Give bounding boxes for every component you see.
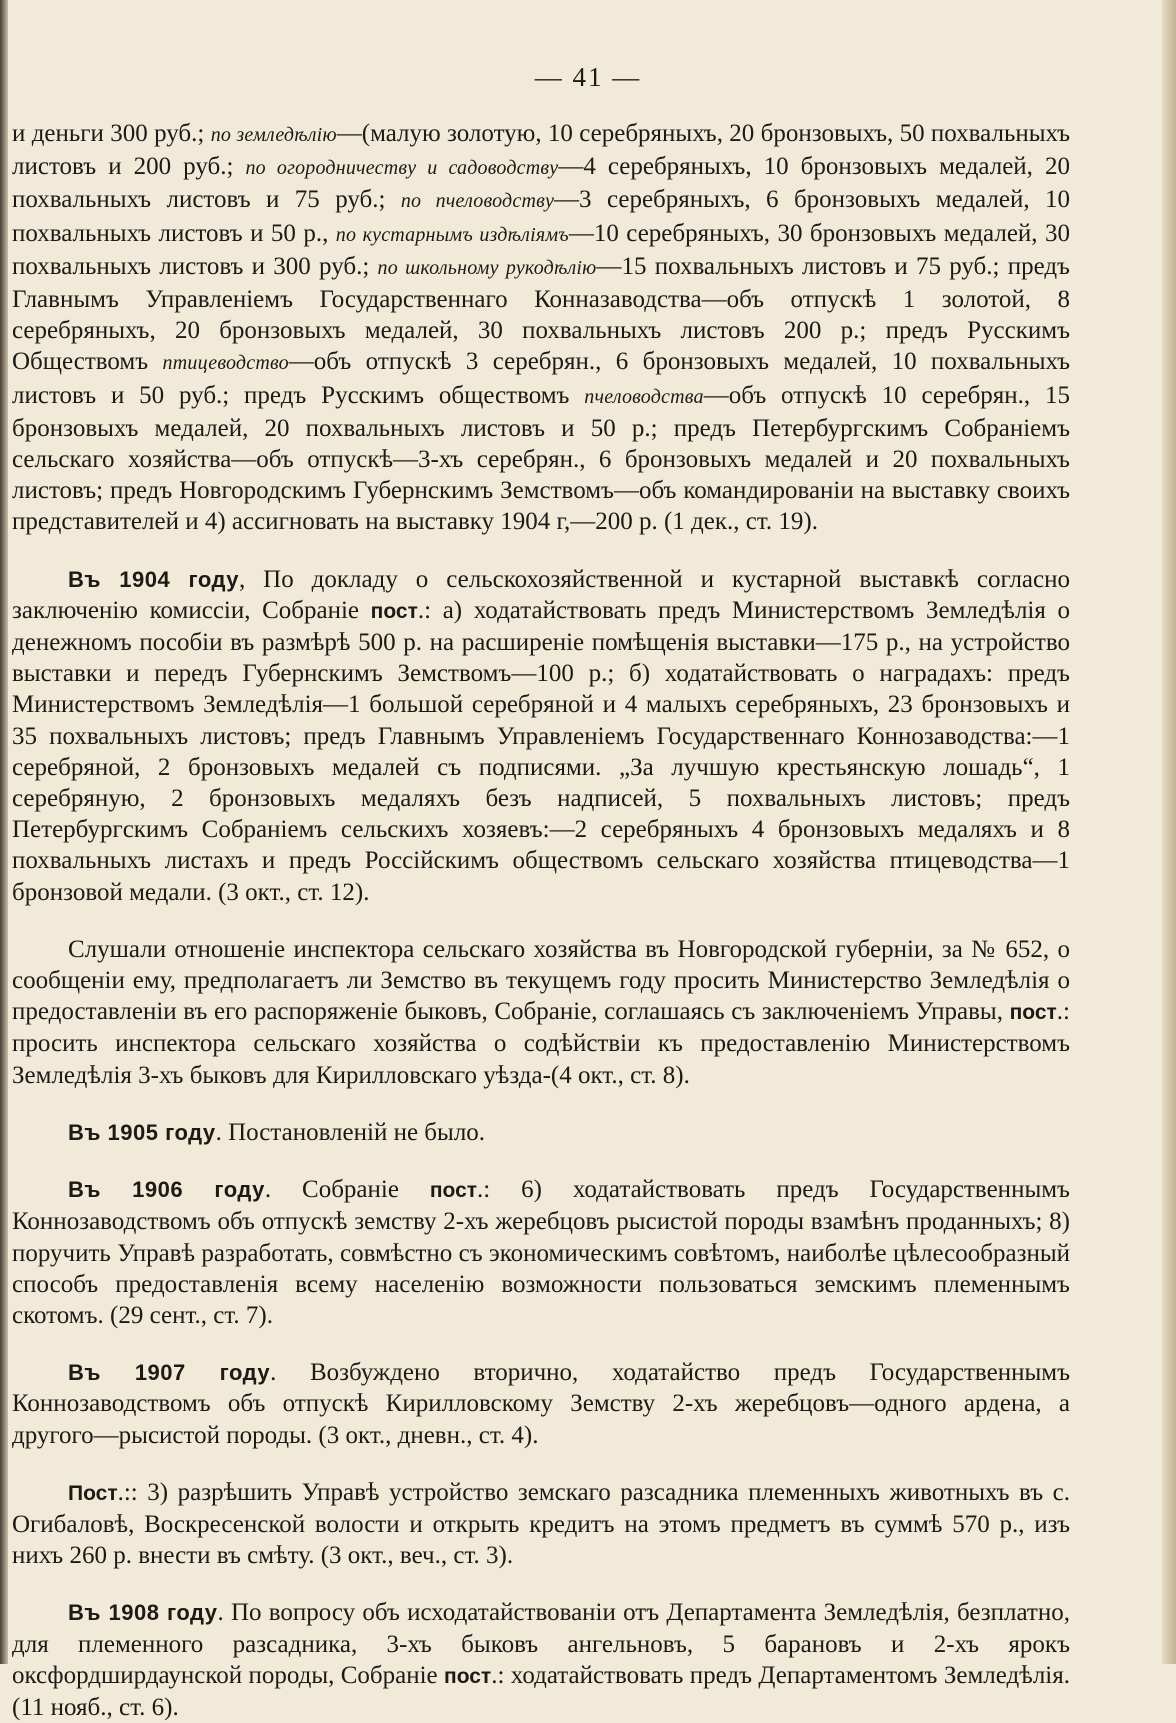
text-segment: —15 похвальныхъ листовъ и 75 руб.; предъ Главнымъ Управленіемъ Государственнаго Конназаводства—объ отпускѣ 1 золотой, 8 серебряныхъ, 20 бронзовыхъ медалей, 30 похвальныхъ листовъ 200 р.; предъ Русскимъ Обществомъ xyxy=(12,252,1070,376)
italic-segment: по кустарнымъ издѣліямъ xyxy=(335,223,569,246)
year-heading: Въ 1904 году xyxy=(68,566,239,592)
text-segment: . Возбуждено вторично, ходатайство предъ Государственнымъ Коннозаводствомъ объ отпускѣ Кирилловскому Земству 2-хъ жеребцовъ—одного ардена, а другого—рысистой породы. (3 окт., дневн., ст. 4). xyxy=(12,1359,1070,1449)
text-segment: —(малую золотую, 10 серебряныхъ, 20 бронзовыхъ, 50 похвальныхъ листовъ и 200 руб.; xyxy=(12,120,1070,181)
paragraph-continuation xyxy=(12,118,1070,538)
text-segment: , По докладу о сельскохозяйственной и кустарной выставкѣ согласно заключенію комиссіи, Собраніе xyxy=(12,565,1070,624)
document-body xyxy=(12,118,1070,1723)
resolution-keyword: Пост xyxy=(68,1481,118,1505)
text-segment: .: 6) ходатайствовать предъ Государственнымъ Коннозаводствомъ объ отпускѣ земству 2-хъ жеребцовъ рысистой породы взамѣнъ проданныхъ; 8) поручить Управѣ разработать, совмѣстно съ экономическимъ совѣтомъ, наиболѣе цѣлесообразный способъ предоставленія всему населенію возможности пользоваться земскимъ племеннымъ скотомъ. (29 сент., ст. 7). xyxy=(12,1176,1070,1329)
text-segment: —объ отпускѣ 3 серебрян., 6 бронзовыхъ медалей, 10 похвальныхъ листовъ и 50 руб.; предъ Русскимъ обществомъ xyxy=(12,348,1071,409)
italic-segment: птицеводство xyxy=(162,352,289,375)
italic-segment: по пчеловодству xyxy=(400,190,555,213)
year-heading: Въ 1905 году xyxy=(68,1119,216,1145)
paragraph-year-1904 xyxy=(12,564,1070,908)
text-segment: . Постановленій не было. xyxy=(215,1118,486,1146)
year-heading: Въ 1906 году xyxy=(68,1177,265,1203)
text-segment: —объ отпускѣ 10 серебрян., 15 бронзовыхъ медалей, 20 похвальныхъ листовъ и 50 р.; предъ Петербургскимъ Собраніемъ сельскаго хозяйства—объ отпускѣ—3-хъ серебрян., 6 бронзовыхъ медалей и 20 похвальныхъ листовъ; предъ Новгородскимъ Губернскимъ Земствомъ—объ командированіи на выставку своихъ представителей и 4) ассигновать на выставку 1904 г,—200 р. (1 дек., ст. 19). xyxy=(12,381,1070,536)
text-segment: —3 серебряныхъ, 6 бронзовыхъ медалей, 10 похвальныхъ листовъ и 50 р., xyxy=(12,186,1070,247)
text-segment: и деньги 300 руб.; xyxy=(12,120,211,147)
italic-segment: по огородничеству и садоводству xyxy=(245,157,559,180)
text-segment: —4 серебряныхъ, 10 бронзовыхъ медалей, 20 похвальныхъ листовъ и 75 руб.; xyxy=(12,153,1070,214)
paragraph-year-1906 xyxy=(12,1174,1070,1331)
paragraph-post-1907 xyxy=(12,1477,1070,1572)
page-number: — 41 — xyxy=(534,62,642,92)
text-segment: Слушали отношеніе инспектора сельскаго хозяйства въ Новгородской губерніи, за № 652, о сообщеніи ему, предполагаетъ ли Земство въ текущемъ году просить Министерство Земледѣлія о предоставленіи въ его распоряженіе быковъ, Собраніе, соглашаясь съ заключеніемъ Управы, xyxy=(12,935,1070,1026)
year-heading: Въ 1907 году xyxy=(68,1360,271,1386)
text-segment: .: ходатайствовать предъ Департаментомъ Земледѣлія. (11 нояб., ст. 6). xyxy=(12,1661,1070,1721)
page-edge-left xyxy=(0,0,8,1664)
paragraph-year-1907 xyxy=(12,1357,1070,1451)
paragraph-inspector xyxy=(12,934,1070,1091)
italic-segment: по школьному рукодѣлію xyxy=(377,256,597,279)
year-heading: Въ 1908 году xyxy=(68,1600,218,1626)
paragraph-year-1905 xyxy=(12,1117,1070,1148)
italic-segment: пчеловодства xyxy=(584,385,704,408)
resolution-keyword: пост xyxy=(1009,1001,1057,1025)
text-segment: . По вопросу объ исходатайствованіи отъ Департамента Земледѣлія, безплатно, для племенного разсадника, 3-хъ быковъ ангельновъ, 5 барановъ и 2-хъ ярокъ оксфордширдаунской породы, Собраніе xyxy=(12,1599,1070,1689)
resolution-keyword: пост xyxy=(444,1664,492,1688)
resolution-keyword: пост xyxy=(429,1179,478,1203)
text-segment: —10 серебряныхъ, 30 бронзовыхъ медалей, 30 похвальныхъ листовъ и 300 руб.; xyxy=(12,219,1070,280)
text-segment: .:: 3) разрѣшить Управѣ устройство земскаго разсадника племенныхъ животныхъ въ с. Огибаловѣ, Воскресенской волости и открыть кредитъ на этомъ предметъ въ суммѣ 570 р., изъ нихъ 260 р. внести въ смѣту. (3 окт., веч., ст. 3). xyxy=(12,1478,1070,1570)
paragraph-year-1908 xyxy=(12,1597,1070,1723)
italic-segment: по земледѣлію xyxy=(210,124,337,146)
resolution-keyword: пост xyxy=(370,599,418,623)
text-segment: .: а) ходатайствовать предъ Министерствомъ Земледѣлія о денежномъ пособіи въ размѣрѣ 500 р. на расширеніе помѣщенія выставки—175 р., на устройство выставки и передъ Губернскимъ Земствомъ—100 р.; б) ходатайствовать о наградахъ: предъ Министерствомъ Земледѣлія—1 большой серебряной и 4 малыхъ серебряныхъ, 23 бронзовыхъ и 35 похвальныхъ листовъ; предъ Главнымъ Управленіемъ Государственнаго Коннозаводства:—1 серебряной, 2 бронзовыхъ медалей съ подписями. „За лучшую крестьянскую лошадь“, 1 серебряную, 2 бронзовыхъ медаляхъ безъ надписей, 5 похвальныхъ листовъ; предъ Петербургскимъ Собраніемъ сельскихъ хозяевъ:—2 серебряныхъ 4 бронзовыхъ медаляхъ и 8 похвальныхъ листахъ и предъ Россійскимъ обществомъ сельскаго хозяйства птицеводства—1 бронзовой медали. (3 окт., ст. 12). xyxy=(12,596,1070,906)
page-edge-right xyxy=(1162,0,1176,1664)
text-segment: . Собраніе xyxy=(264,1176,430,1204)
text-segment: .: просить инспектора сельскаго хозяйства о содѣйствіи къ предоставленію Министерствомъ Земледѣлія 3-хъ быковъ для Кирилловскаго уѣзда-(4 окт., ст. 8). xyxy=(12,998,1070,1089)
